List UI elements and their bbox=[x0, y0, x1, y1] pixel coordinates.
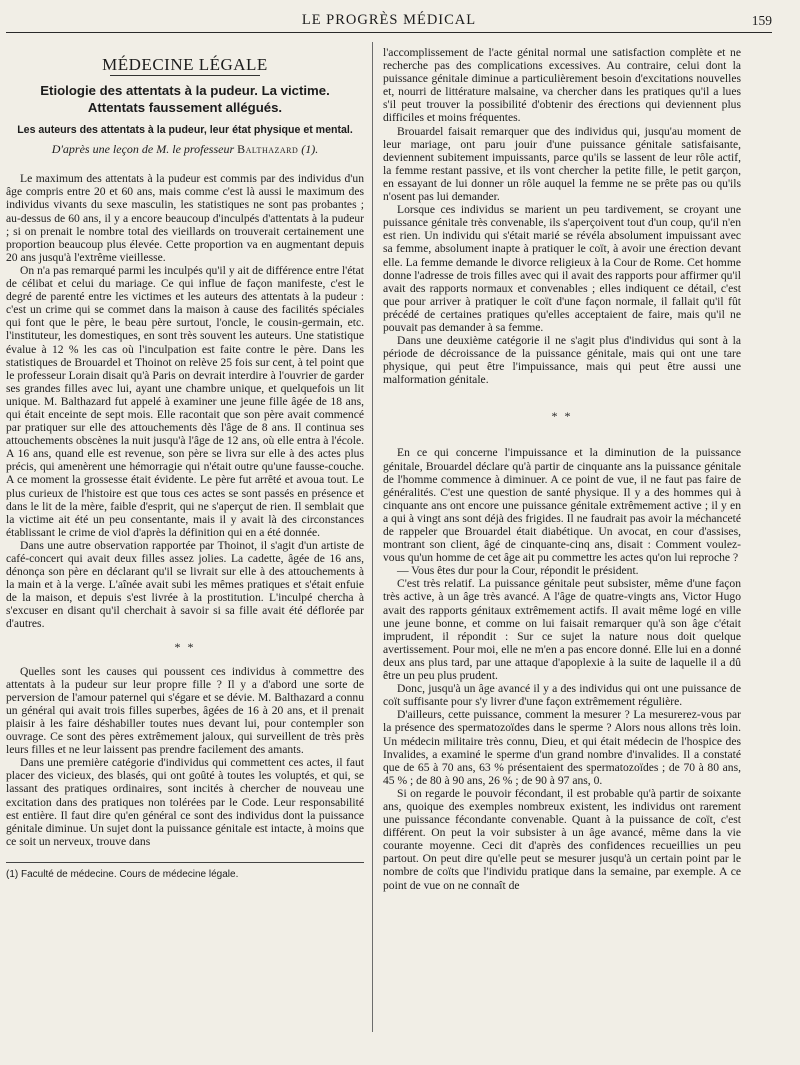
paragraph: Donc, jusqu'à un âge avancé il y a des individus qui ont une puissance de coït suffisante pour s'y livrer d'une façon extrêmement régulière. bbox=[383, 682, 741, 709]
footnote: (1) Faculté de médecine. Cours de médecine légale. bbox=[6, 868, 239, 880]
section-ornament: * * bbox=[174, 639, 196, 654]
column-divider bbox=[372, 42, 373, 1032]
paragraph: Brouardel faisait remarquer que des individus qui, jusqu'au moment de leur mariage, ont paru jouir d'une puissance génitale satisfaisante, deviennent subitement impuissants, parce qu'ils se lassent de leur rôle actif, la femme restant passive, et ils vont chercher la petite fille, le petit garçon, en essayant de lui donner un rôle auquel la femme ne se prête pas ou qu'ils n'osent pas lui demander. bbox=[383, 124, 741, 204]
right-column bbox=[383, 46, 741, 892]
paragraph: Quelles sont les causes qui poussent ces individus à commettre des attentats à la pudeur sur leur propre fille ? Il y a d'abord une sorte de perversion de l'amour paternel qui s'égare et se dévie. M. Balthazard a connu un général qui avait trois filles superbes, âgées de 16 à 20 ans, et il prenait plaisir à les faire déshabiller toutes nues devant lui, pour contempler son ouvrage. Ce sont des pères extrêmement jaloux, qui surveillent de très près leurs filles et ne leur laissent pas prendre facilement des amants. bbox=[6, 664, 364, 757]
running-title: LE PROGRÈS MÉDICAL bbox=[301, 12, 477, 28]
paragraph: Le maximum des attentats à la pudeur est commis par des individus d'un âge compris entre 20 et 60 ans, mais comme c'est là aussi le maximum des individus vivants du sexe masculin, les statistiques ne sont pas probantes ; au-dessus de 60 ans, il y a encore beaucoup d'inculpés d'attentats à la pudeur ; si on prenait le nombre total des vieillards on trouverait certainement une proportion beaucoup plus élevée. Cette proportion va en augmentant depuis 20 ans jusqu'à l'extrême vieillesse. bbox=[6, 172, 364, 264]
paragraph: — Vous êtes dur pour la Cour, répondit le président. bbox=[397, 564, 639, 578]
paragraph: Dans une autre observation rapportée par Thoinot, il s'agit d'un artiste de café-concert qui avait deux filles assez jolies. La cadette, âgée de 16 ans, dénonça son père en déclarant qu'il se livrait sur elle à des attouchements à la main et à la verge. L'aînée avait subi les mêmes pratiques et s'était enfuie de la maison, et depuis s'est livrée à la prostitution. L'inculpé chercha à s'excuser en disant qu'il cherchait à savoir si sa fille avait été déflorée par d'autres. bbox=[6, 538, 364, 631]
article-title-line-2: Attentats faussement allégués. bbox=[87, 100, 283, 116]
paragraph: Si on regarde le pouvoir fécondant, il est probable qu'à partir de soixante ans, quoique des exemples nombreux existent, les individus ont rarement une puissance fécondante convenable. Quant à la puissance de coït, c'est différent. On peut la voir subsister à un âge avancé, même dans la vie courante moyenne. Ceci dit d'après des confidences recueillies un peu partout. On peut dire qu'elle peut se mesurer jusqu'à un certain point par le nombre de coïts que l'individu pratique dans la semaine, par exemple. A ce point de vue on ne connaît de bbox=[383, 786, 741, 892]
paragraph: D'ailleurs, cette puissance, comment la mesurer ? La mesurerez-vous par la présence des spermatozoïdes dans le sperme ? Alors nous allons très loin. Un médecin militaire très connu, Dieu, et qui était médecin de l'hospice des Invalides, a examiné le sperme d'un grand nombre d'invalides. Il a constaté que de 65 à 70 ans, 63 % présentaient des spermatozoïdes ; de 70 à 80 ans, 45 % ; de 80 à 90 ans, 26 % ; de 90 à 97 ans, 0. bbox=[383, 708, 741, 787]
paragraph: Dans une première catégorie d'individus qui commettent ces actes, il faut placer des vicieux, des blasés, qui ont goûté à toutes les voluptés, et qui, se lassant des pratiques ordinaires, sont incités à chercher de nouveau une excitation dans des pratiques non tolérées par le Code. Leur responsabilité est entière. Il faut dire qu'en général ce sont des individus dont la puissance génitale diminue. Un sujet dont la puissance génitale est intacte, à moins que ce soit un nerveux, trouve dans bbox=[6, 756, 364, 848]
byline: D'après une leçon de M. le professeur Balthazard (1). bbox=[51, 142, 319, 157]
byline-author: Balthazard bbox=[237, 142, 299, 157]
article-title bbox=[6, 82, 364, 116]
paragraph: On n'a pas remarqué parmi les inculpés qu'il y ait de différence entre l'état de célibat et celui du mariage. Ce qui influe de façon manifeste, c'est le degré de parenté entre les victimes et les auteurs des attentats à la pudeur : c'est un crime qui se commet dans la maison à cause des facilités spéciales qui font que le père, le beau père surtout, l'oncle, le cousin-germain, etc. l'instituteur, les domestiques, en sont très souvent les auteurs. Une statistique évalue à 12 % les cas où l'inculpation est faite contre le père. Dans les statistiques de Brouardel et Thoinot on relève 25 fois sur cent, à tel point que le professeur Lorain disait qu'à Paris on devrait interdire à l'ouvrier de garder ses grandes filles avec lui, ayant une chambre unique, et quelquefois un lit unique. M. Balthazard fut appelé à examiner une jeune fille âgée de 18 ans, qui était enceinte de sept mois. Elle racontait que son père avait commencé par pratiquer sur elle des attouchements dès l'âge de 8 ans. Il continua ses attouchements obscènes la nuit jusqu'à l'âge de 12 ans, où elle entra à l'école. A 16 ans, quand elle est revenue, son père se livra sur elle à des actes plus précis, qui amenèrent une hémorragie qui n'était outre qu'une fausse-couche. A ce moment la grossesse était évidente. Le père fut arrêté et avoua tout. Le plus curieux de l'histoire est que tous ces actes se sont passés en présence et dans le lit de la mère, faible d'esprit, qui ne s'aperçut de rien. Il semblait que la victime ait été un peu consentante, mais il y avait là des circonstances établissant le crime de viol d'après la définition qui en a été donnée. bbox=[6, 263, 364, 539]
footnote-rule bbox=[6, 862, 364, 863]
section-title: MÉDECINE LÉGALE bbox=[6, 58, 364, 76]
paragraph: En ce qui concerne l'impuissance et la diminution de la puissance génitale, Brouardel déclare qu'à partir de cinquante ans la puissance génitale de l'homme commence à diminuer. A ce point de vue, il ne faut pas faire de généralités. C'est une question de santé physique. Il y a des hommes qui à cinquante ans ont encore une puissance génitale extrêmement active ; il y en a qui à vingt ans sont déjà des frigides. Il ne faudrait pas avoir la méchanceté de rappeler que Brouardel était diabétique. Un avocat, en cour d'assises, montrant son client, âgé de cinquante-cinq ans, disait : Comment voulez-vous qu'un homme de cet âge ait pu commettre les actes qu'on lui reproche ? bbox=[383, 446, 741, 565]
paragraph: Lorsque ces individus se marient un peu tardivement, se croyant une puissance génitale très convenable, ils s'aperçoivent tout d'un coup, qu'il n'en est rien. Un individu qui s'était marié se révéla absolument impuissant avec sa femme, absolument inapte à pratiquer le coït, à avoir une érection devant elle. La femme demande le divorce religieux à la Cour de Rome. Cet homme donne l'adresse de trois filles avec qui il avait des rapports pour affirmer qu'il avait des rapports normaux et convenables ; elles indiquent ce détail, c'est que pour arriver à pratiquer le coït d'une façon normale, il fallait qu'il fût précédé de certaines pratiques qu'elles acceptaient de faire, mais qu'il ne pouvait pas demander à sa femme. bbox=[383, 203, 741, 334]
paragraph: Dans une deuxième catégorie il ne s'agit plus d'individus qui sont à la période de décroissance de la puissance génitale, mais qui ont une tare physique, qui peut être l'impuissance, mais qui peut être aussi une malformation génitale. bbox=[383, 334, 741, 387]
section-ornament-right: * * bbox=[551, 409, 573, 424]
article-title-line-1: Etiologie des attentats à la pudeur. La victime. bbox=[40, 83, 330, 99]
paragraph: l'accomplissement de l'acte génital normal une satisfaction complète et ne recherche pas des complications excessives. Au contraire, celui dont la puissance génitale diminue a particulièrement besoin d'excitations nouvelles et, nourri de littérature malsaine, va chercher dans les pratiques qu'il a lues s'il peut trouver la possibilité d'obtenir des érections qui deviennent plus difficiles et moins fréquentes. bbox=[383, 46, 741, 125]
page-number: 159 bbox=[751, 13, 772, 28]
article-subtitle: Les auteurs des attentats à la pudeur, leur état physique et mental. bbox=[17, 124, 353, 137]
paragraph: C'est très relatif. La puissance génitale peut subsister, même d'une façon très active, à un âge très avancé. A l'âge de quatre-vingts ans, Victor Hugo avait des rapports génitaux extrêmement actifs. Il avait même logé en ville une jeune bonne, et comme on lui faisait remarquer qu'à son âge c'était imprudent, il répondit : Sur ce sujet la nature nous doit quelque avertissement. Pour moi, elle ne m'en a pas encore donné. Elle lui en a donné deux ans plus tard, par une attaque d'apoplexie à la suite de laquelle il a dû être un peu plus prudent. bbox=[383, 577, 741, 683]
left-column bbox=[6, 46, 364, 881]
page-header bbox=[6, 12, 772, 33]
section-title-rule bbox=[110, 75, 260, 76]
